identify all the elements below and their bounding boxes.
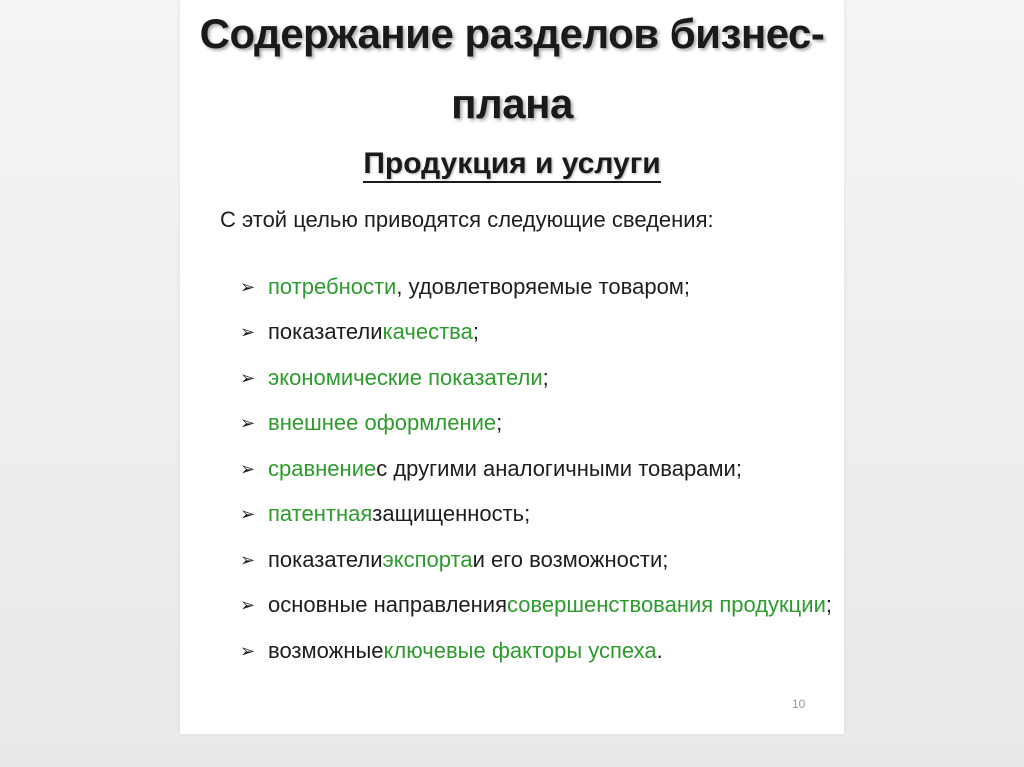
list-item (240, 492, 832, 538)
arrow-bullet-icon: ➢ (240, 458, 256, 479)
highlight-text: патентная (268, 501, 373, 527)
slide-title-line-2: плана (451, 80, 573, 127)
list-item (240, 310, 832, 356)
arrow-bullet-icon: ➢ (240, 413, 256, 434)
intro-text: С этой целью приводятся следующие сведения: (220, 207, 714, 232)
item-text: ; (825, 592, 832, 618)
item-text: возможные (268, 637, 384, 663)
highlight-text: сравнение (268, 455, 377, 481)
item-text: ; (496, 410, 503, 436)
item-text: , удовлетворяемые товаром; (396, 273, 691, 299)
slide-subtitle-text: Продукция и услуги (363, 147, 660, 183)
highlight-text: качества (382, 319, 473, 345)
arrow-bullet-icon: ➢ (240, 549, 256, 570)
item-text: ; (542, 364, 549, 390)
highlight-text: внешнее оформление (268, 410, 497, 436)
list-item (240, 583, 832, 629)
highlight-text: экономические показатели (268, 364, 543, 390)
list-item (240, 401, 832, 447)
item-text: . (656, 637, 663, 663)
slide (180, 0, 844, 734)
arrow-bullet-icon: ➢ (240, 640, 256, 661)
list-item (240, 446, 832, 492)
arrow-bullet-icon: ➢ (240, 504, 256, 525)
list-item (240, 355, 832, 401)
arrow-bullet-icon: ➢ (240, 276, 256, 297)
item-text: защищенность; (372, 501, 531, 527)
highlight-text: экспорта (382, 546, 473, 572)
highlight-text: потребности (268, 273, 397, 299)
arrow-bullet-icon: ➢ (240, 595, 256, 616)
highlight-text: совершенствования продукции (507, 592, 826, 618)
item-text: с другими аналогичными товарами; (376, 455, 742, 481)
item-text: показатели (268, 546, 383, 572)
page-number: 10 (792, 697, 806, 711)
slide-subtitle (180, 146, 844, 182)
item-text: ; (472, 319, 479, 345)
arrow-bullet-icon: ➢ (240, 322, 256, 343)
item-text: показатели (268, 319, 383, 345)
list-item (240, 264, 832, 310)
bullet-list (240, 264, 832, 674)
list-item (240, 628, 832, 674)
list-item (240, 537, 832, 583)
highlight-text: ключевые факторы успеха (383, 637, 657, 663)
item-text: основные направления (268, 592, 507, 618)
item-text: и его возможности; (472, 546, 669, 572)
slide-title-line-1: Содержание разделов бизнес- (199, 10, 825, 57)
arrow-bullet-icon: ➢ (240, 367, 256, 388)
